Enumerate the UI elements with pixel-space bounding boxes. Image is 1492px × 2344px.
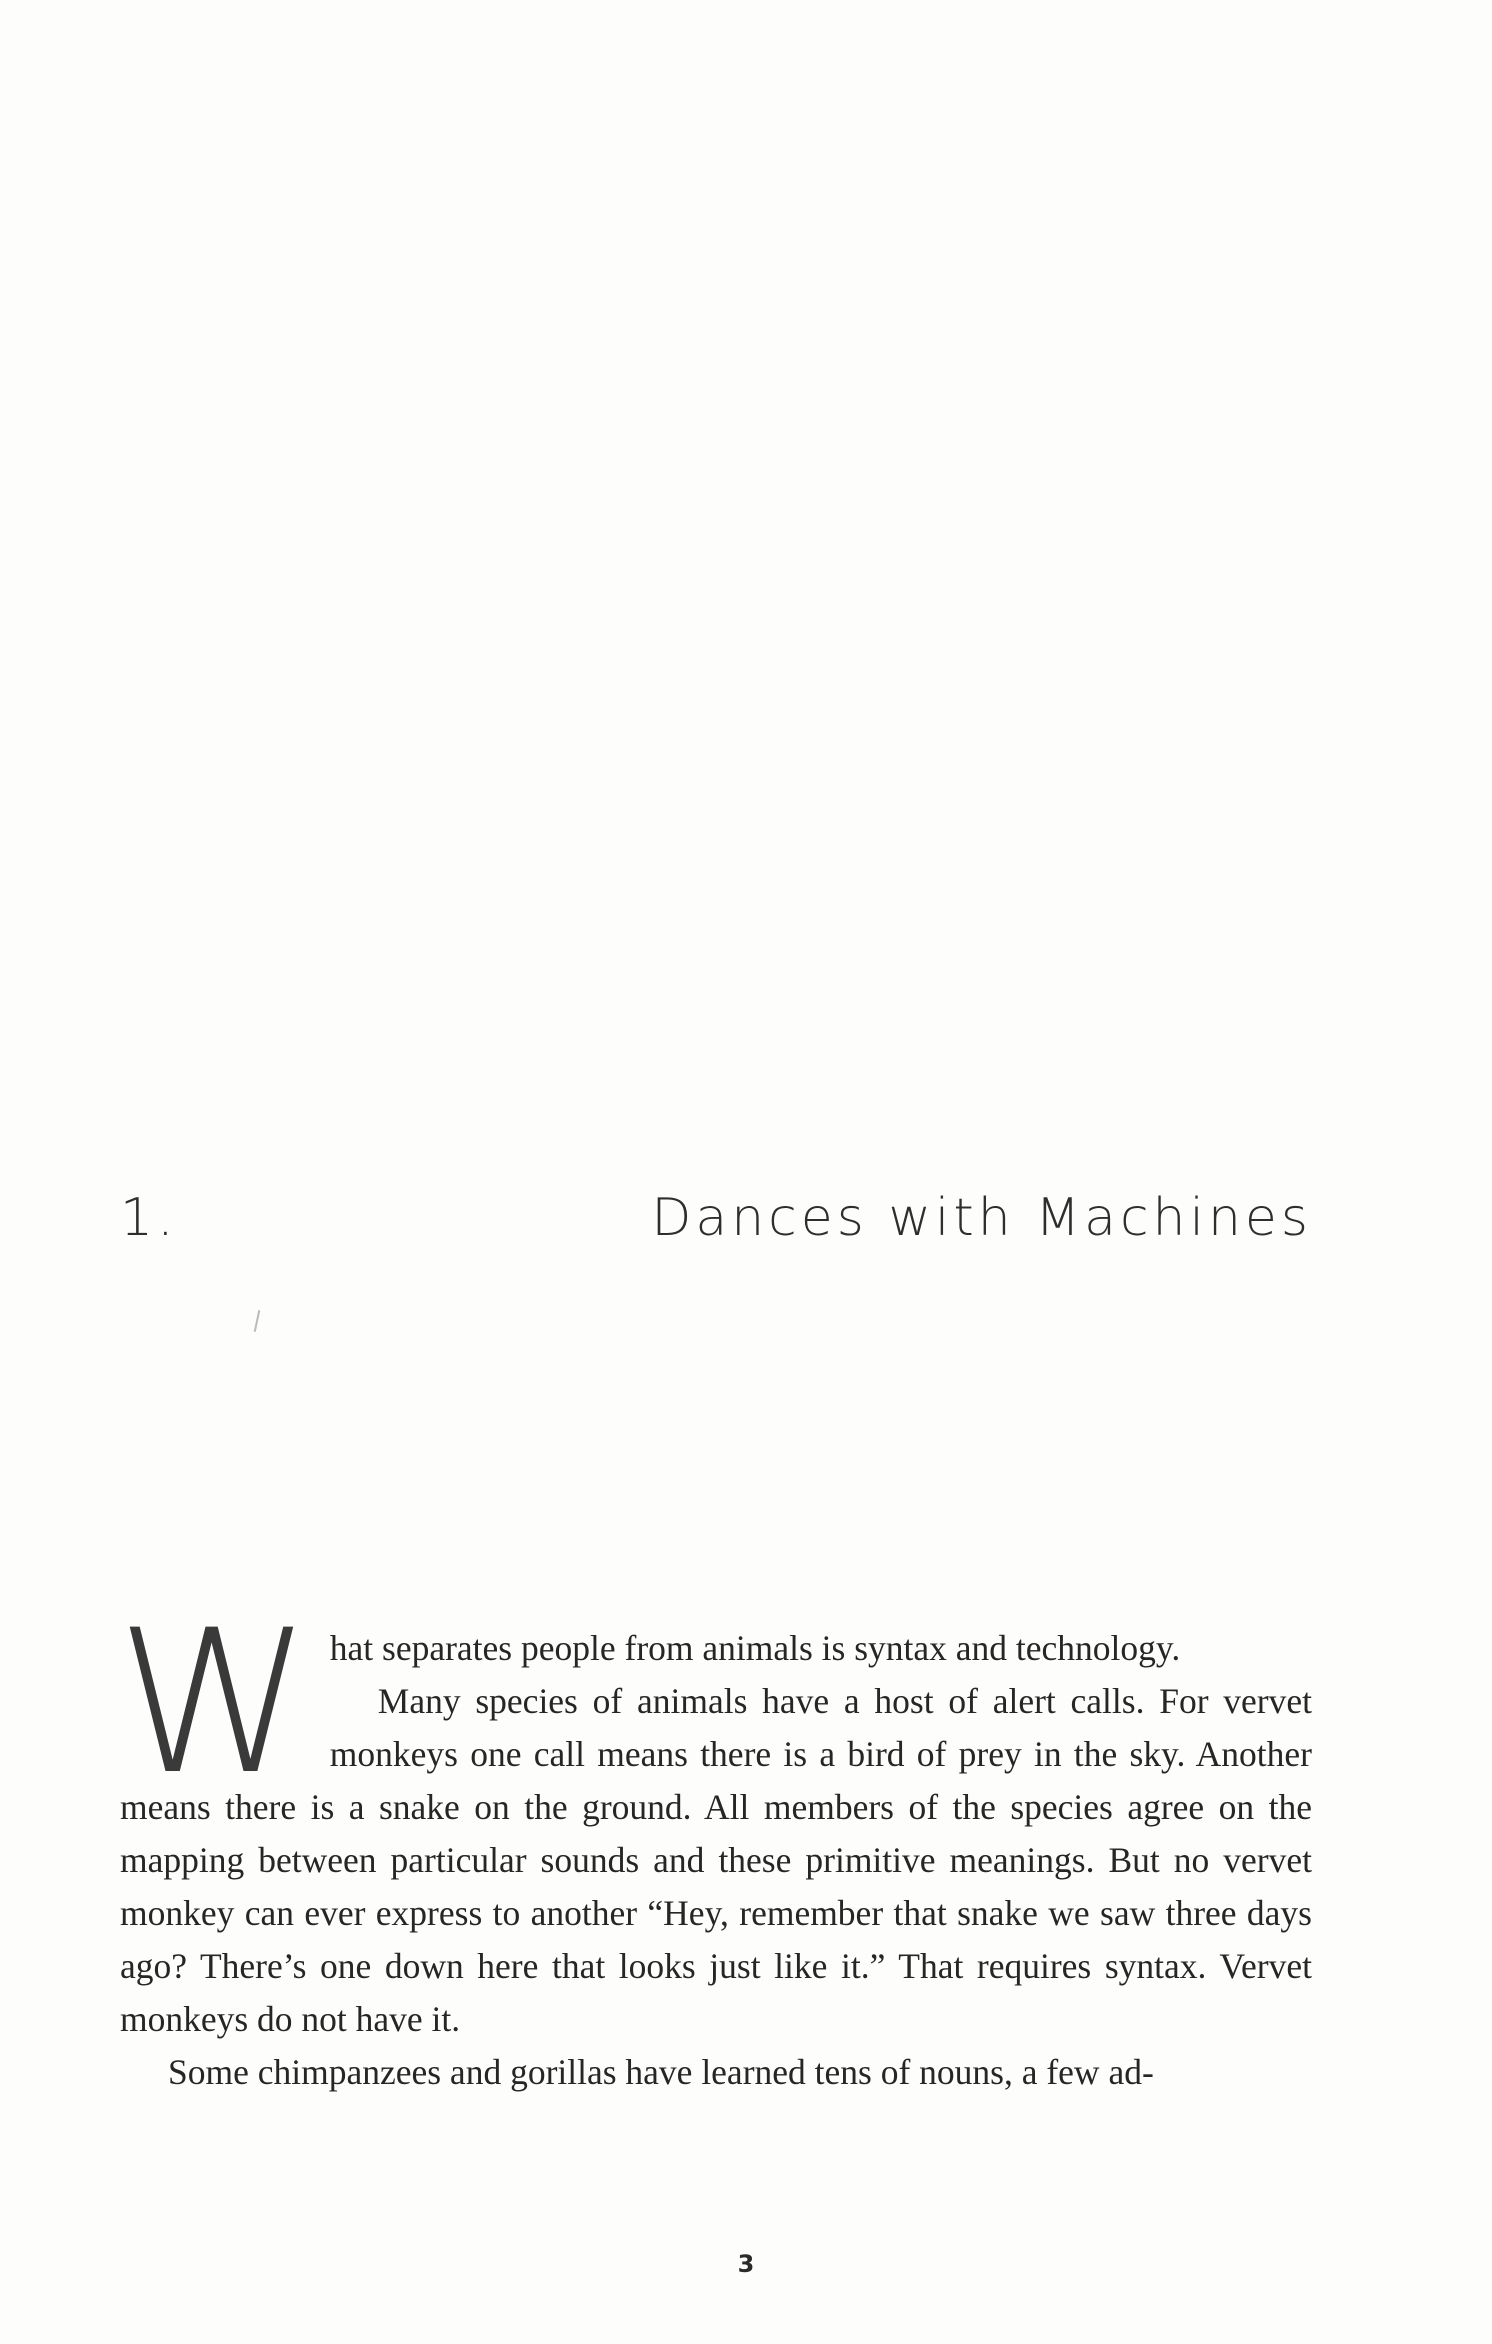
drop-cap: W	[116, 1587, 312, 1818]
paragraph-1: hat separates people from animals is syntax and technology.	[329, 1628, 1181, 1668]
paragraph-2: Many species of animals have a host of alert calls. For vervet monkeys one call means there is a bird of prey in the sky. Another means there is a snake on the ground. All members of the species agree on the mapping between particular sounds and these primitive meanings. But no vervet monkey can ever express to another “Hey, remember that snake we saw three days ago? There’s one down here that looks just like it.” That requires syntax. Vervet monkeys do not have it.	[120, 1681, 1312, 2039]
chapter-title: Dances with Machines	[651, 1188, 1312, 1248]
stray-mark	[254, 1310, 261, 1332]
chapter-body	[116, 1587, 1312, 2099]
chapter-number: 1.	[120, 1188, 178, 1248]
paragraph-3: Some chimpanzees and gorillas have learned tens of nouns, a few ad-	[168, 2052, 1154, 2092]
page-number: 3	[737, 2250, 755, 2278]
